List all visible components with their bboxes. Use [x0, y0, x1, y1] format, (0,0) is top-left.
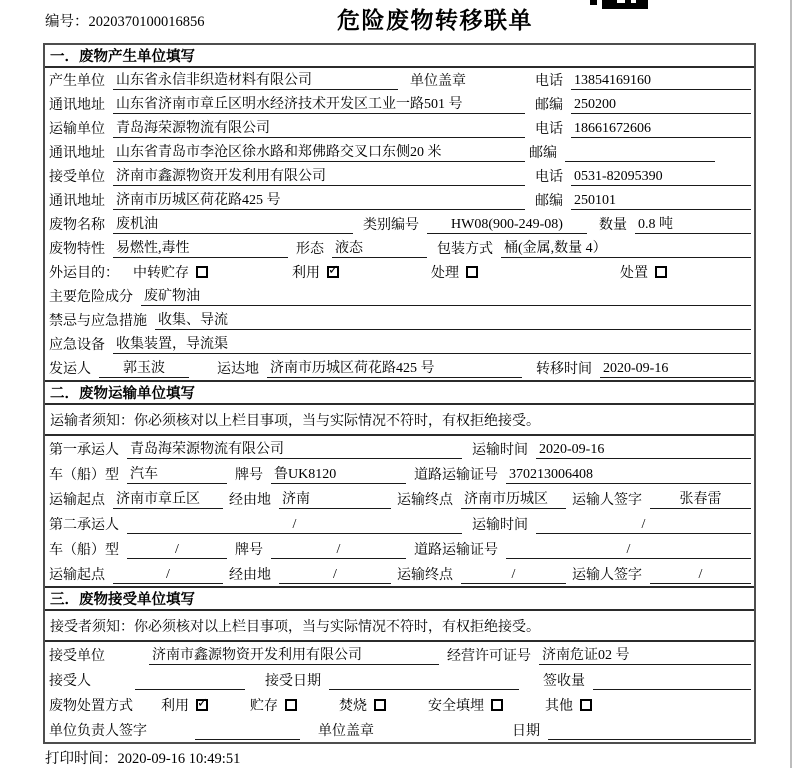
route-origin-value: 济南市章丘区: [113, 488, 223, 509]
date-value: [548, 723, 751, 740]
section-producer-title: 一．废物产生单位填写: [45, 45, 754, 68]
plate-value: /: [271, 542, 406, 559]
vehicle-type-value: 汽车: [127, 463, 227, 484]
row-second-carrier: [45, 511, 754, 536]
row-emergency-equipment: [45, 332, 754, 356]
manager-sign-value: [195, 723, 300, 740]
road-license-value: /: [506, 542, 751, 559]
receiver-notice: 接受者须知：你必须核对以上栏目事项，当与实际情况不符时，有权拒绝接受。: [45, 611, 754, 642]
section-producer: [45, 45, 754, 380]
road-license-value: 370213006408: [506, 467, 751, 484]
address-label: 通讯地址: [49, 98, 105, 113]
accepting-unit-label: 接受单位: [49, 649, 105, 664]
checkbox-label: 利用: [161, 699, 189, 714]
row-vehicle-1: [45, 461, 754, 486]
second-carrier-value: /: [127, 517, 462, 534]
route-via-label: 经由地: [229, 568, 271, 583]
checkbox-icon: [196, 266, 208, 278]
purpose-option-utilize: [292, 262, 339, 282]
producer-phone-value: 13854169160: [571, 73, 751, 90]
checkbox-icon: [285, 699, 297, 711]
purpose-option-storage: [133, 262, 208, 282]
transporter-label: 运输单位: [49, 122, 105, 137]
transporter-address-value: 山东省青岛市李沧区徐水路和郑佛路交叉口东侧20 米: [113, 141, 525, 162]
disposal-option-utilize: [161, 695, 208, 715]
receiver-label: 接受单位: [49, 170, 105, 185]
row-transporter: [45, 116, 754, 140]
qr-block: [590, 0, 597, 5]
plate-label: 牌号: [235, 468, 263, 483]
accepting-unit-value: 济南市鑫源物资开发利用有限公司: [149, 644, 439, 665]
receiver-zip-value: 250101: [571, 193, 751, 210]
transport-time-label: 运输时间: [472, 443, 528, 458]
checkbox-label: 其他: [545, 699, 573, 714]
row-producer-address: [45, 92, 754, 116]
zip-label: 邮编: [535, 194, 563, 209]
emergency-equipment-value: 收集装置，导流渠: [113, 333, 751, 354]
permit-label: 经营许可证号: [447, 649, 531, 664]
acceptor-label: 接受人: [49, 674, 91, 689]
purpose-option-treat: [431, 262, 478, 282]
carrier-sign-value: /: [650, 567, 751, 584]
row-shipper: [45, 356, 754, 380]
signed-amount-value: [593, 673, 751, 690]
checkbox-label: 处置: [620, 266, 648, 281]
qr-block: [617, 0, 625, 3]
plate-value: 鲁UK8120: [271, 463, 406, 484]
section-transport-title: 二．废物运输单位填写: [45, 380, 754, 405]
producer-value: 山东省永信非织造材料有限公司: [113, 69, 398, 90]
receiver-address-value: 济南市历城区荷花路425 号: [113, 189, 525, 210]
checkbox-label: 中转贮存: [133, 266, 189, 281]
checkbox-label: 处理: [431, 266, 459, 281]
row-accepting-unit: [45, 642, 754, 667]
checkbox-icon: [655, 266, 667, 278]
row-route-2: [45, 561, 754, 586]
checkbox-label: 贮存: [250, 699, 278, 714]
first-carrier-label: 第一承运人: [49, 443, 119, 458]
waste-name-label: 废物名称: [49, 218, 105, 233]
carrier-sign-label: 运输人签字: [572, 493, 642, 508]
route-via-value: 济南: [279, 488, 391, 509]
road-license-label: 道路运输证号: [414, 468, 498, 483]
receiver-value: 济南市鑫源物资开发利用有限公司: [113, 165, 525, 186]
checkbox-label: 利用: [292, 266, 320, 281]
packing-label: 包装方式: [437, 242, 493, 257]
checkbox-icon: [196, 699, 208, 711]
transfer-purpose-label: 外运目的：: [49, 266, 119, 281]
route-origin-label: 运输起点: [49, 568, 105, 583]
road-license-label: 道路运输证号: [414, 543, 498, 558]
purpose-option-dispose: [620, 262, 667, 282]
emergency-equipment-label: 应急设备: [49, 338, 105, 353]
row-receiver-address: [45, 188, 754, 212]
manifest-form: [43, 43, 756, 744]
print-time-label: 打印时间：: [45, 751, 118, 767]
disposal-option-incinerate: [339, 695, 386, 715]
disposal-option-landfill: [428, 695, 503, 715]
quantity-label: 数量: [599, 218, 627, 233]
carrier-sign-label: 运输人签字: [572, 568, 642, 583]
section-receiver: [45, 586, 754, 742]
checkbox-icon: [327, 266, 339, 278]
waste-name-value: 废机油: [113, 213, 353, 234]
row-hazard-component: [45, 284, 754, 308]
qr-block: [631, 0, 636, 3]
row-transfer-purpose: [45, 260, 754, 284]
route-via-value: /: [279, 567, 391, 584]
carrier-sign-value: 张春雷: [650, 488, 751, 509]
destination-label: 运达地: [217, 362, 259, 377]
producer-label: 产生单位: [49, 74, 105, 89]
document-title: 危险废物转移联单: [337, 8, 533, 33]
vehicle-type-value: /: [127, 542, 227, 559]
route-end-value: 济南市历城区: [461, 488, 566, 509]
second-carrier-label: 第二承运人: [49, 518, 119, 533]
hazard-component-value: 废矿物油: [141, 285, 751, 306]
route-origin-label: 运输起点: [49, 493, 105, 508]
hazard-component-label: 主要危险成分: [49, 290, 133, 305]
category-label: 类别编号: [363, 218, 419, 233]
document-number-value: 2020370100016856: [88, 14, 205, 30]
checkbox-icon: [466, 266, 478, 278]
address-label: 通讯地址: [49, 146, 105, 161]
taboo-measures-value: 收集、导流: [155, 309, 751, 330]
row-manager-signature: [45, 717, 754, 742]
disposal-option-store: [250, 695, 297, 715]
row-transporter-address: [45, 140, 754, 164]
checkbox-label: 安全填埋: [428, 699, 484, 714]
route-end-label: 运输终点: [397, 493, 453, 508]
transport-time-value: /: [536, 517, 751, 534]
accept-date-value: [329, 673, 519, 690]
transporter-value: 青岛海荣源物流有限公司: [113, 117, 525, 138]
page-edge-line: [790, 0, 792, 768]
document-number-label: 编号：: [45, 14, 89, 30]
transporter-phone-value: 18661672606: [571, 121, 751, 138]
zip-label: 邮编: [535, 98, 563, 113]
qr-block: [607, 0, 648, 9]
plate-label: 牌号: [235, 543, 263, 558]
shipper-value: 郭玉波: [99, 357, 189, 378]
route-end-value: /: [461, 567, 566, 584]
date-label: 日期: [512, 724, 540, 739]
producer-address-value: 山东省济南市章丘区明水经济技术开发区工业一路501 号: [113, 93, 525, 114]
row-first-carrier: [45, 436, 754, 461]
row-waste-name: [45, 212, 754, 236]
checkbox-icon: [491, 699, 503, 711]
vehicle-type-label: 车（船）型: [49, 543, 119, 558]
category-value: HW08(900-249-08): [427, 217, 587, 234]
route-origin-value: /: [113, 567, 223, 584]
phone-label: 电话: [535, 170, 563, 185]
print-time-value: 2020-09-16 10:49:51: [117, 751, 241, 767]
transfer-time-label: 转移时间: [536, 362, 592, 377]
transport-time-label: 运输时间: [472, 518, 528, 533]
row-taboo-measures: [45, 308, 754, 332]
row-disposal-method: [45, 692, 754, 717]
taboo-measures-label: 禁忌与应急措施: [49, 314, 147, 329]
transport-time-value: 2020-09-16: [536, 442, 751, 459]
first-carrier-value: 青岛海荣源物流有限公司: [127, 438, 462, 459]
print-time: [45, 747, 240, 768]
checkbox-label: 焚烧: [339, 699, 367, 714]
signed-amount-label: 签收量: [543, 674, 585, 689]
shipper-label: 发运人: [49, 362, 91, 377]
accept-date-label: 接受日期: [265, 674, 321, 689]
form-value: 液态: [332, 237, 427, 258]
disposal-option-other: [545, 695, 592, 715]
transport-notice: 运输者须知：你必须核对以上栏目事项，当与实际情况不符时，有权拒绝接受。: [45, 405, 754, 436]
vehicle-type-label: 车（船）型: [49, 468, 119, 483]
section-transport: [45, 380, 754, 586]
permit-value: 济南危证02 号: [539, 644, 751, 665]
unit-seal-label: 单位盖章: [318, 724, 374, 739]
form-label: 形态: [296, 242, 324, 257]
zip-label: 邮编: [529, 146, 557, 161]
row-vehicle-2: [45, 536, 754, 561]
route-via-label: 经由地: [229, 493, 271, 508]
receiver-phone-value: 0531-82095390: [571, 169, 751, 186]
waste-traits-value: 易燃性,毒性: [113, 237, 288, 258]
acceptor-value: [135, 673, 245, 690]
row-receiver: [45, 164, 754, 188]
section-receiver-title: 三．废物接受单位填写: [45, 586, 754, 611]
disposal-method-label: 废物处置方式: [49, 699, 133, 714]
quantity-value: 0.8 吨: [635, 213, 751, 234]
route-end-label: 运输终点: [397, 568, 453, 583]
address-label: 通讯地址: [49, 194, 105, 209]
row-waste-traits: [45, 236, 754, 260]
qr-code-fragment: [590, 0, 648, 9]
packing-value: 桶(金属,数量 4）: [501, 237, 751, 258]
unit-seal-label: 单位盖章: [410, 74, 466, 89]
transfer-time-value: 2020-09-16: [600, 361, 751, 378]
waste-traits-label: 废物特性: [49, 242, 105, 257]
manager-sign-label: 单位负责人签字: [49, 724, 147, 739]
row-acceptor: [45, 667, 754, 692]
checkbox-icon: [374, 699, 386, 711]
row-route-1: [45, 486, 754, 511]
phone-label: 电话: [535, 122, 563, 137]
checkbox-icon: [580, 699, 592, 711]
document-number: [45, 10, 205, 31]
phone-label: 电话: [535, 74, 563, 89]
transporter-zip-value: [565, 145, 715, 162]
destination-value: 济南市历城区荷花路425 号: [267, 357, 522, 378]
row-producer: [45, 68, 754, 92]
producer-zip-value: 250200: [571, 97, 751, 114]
